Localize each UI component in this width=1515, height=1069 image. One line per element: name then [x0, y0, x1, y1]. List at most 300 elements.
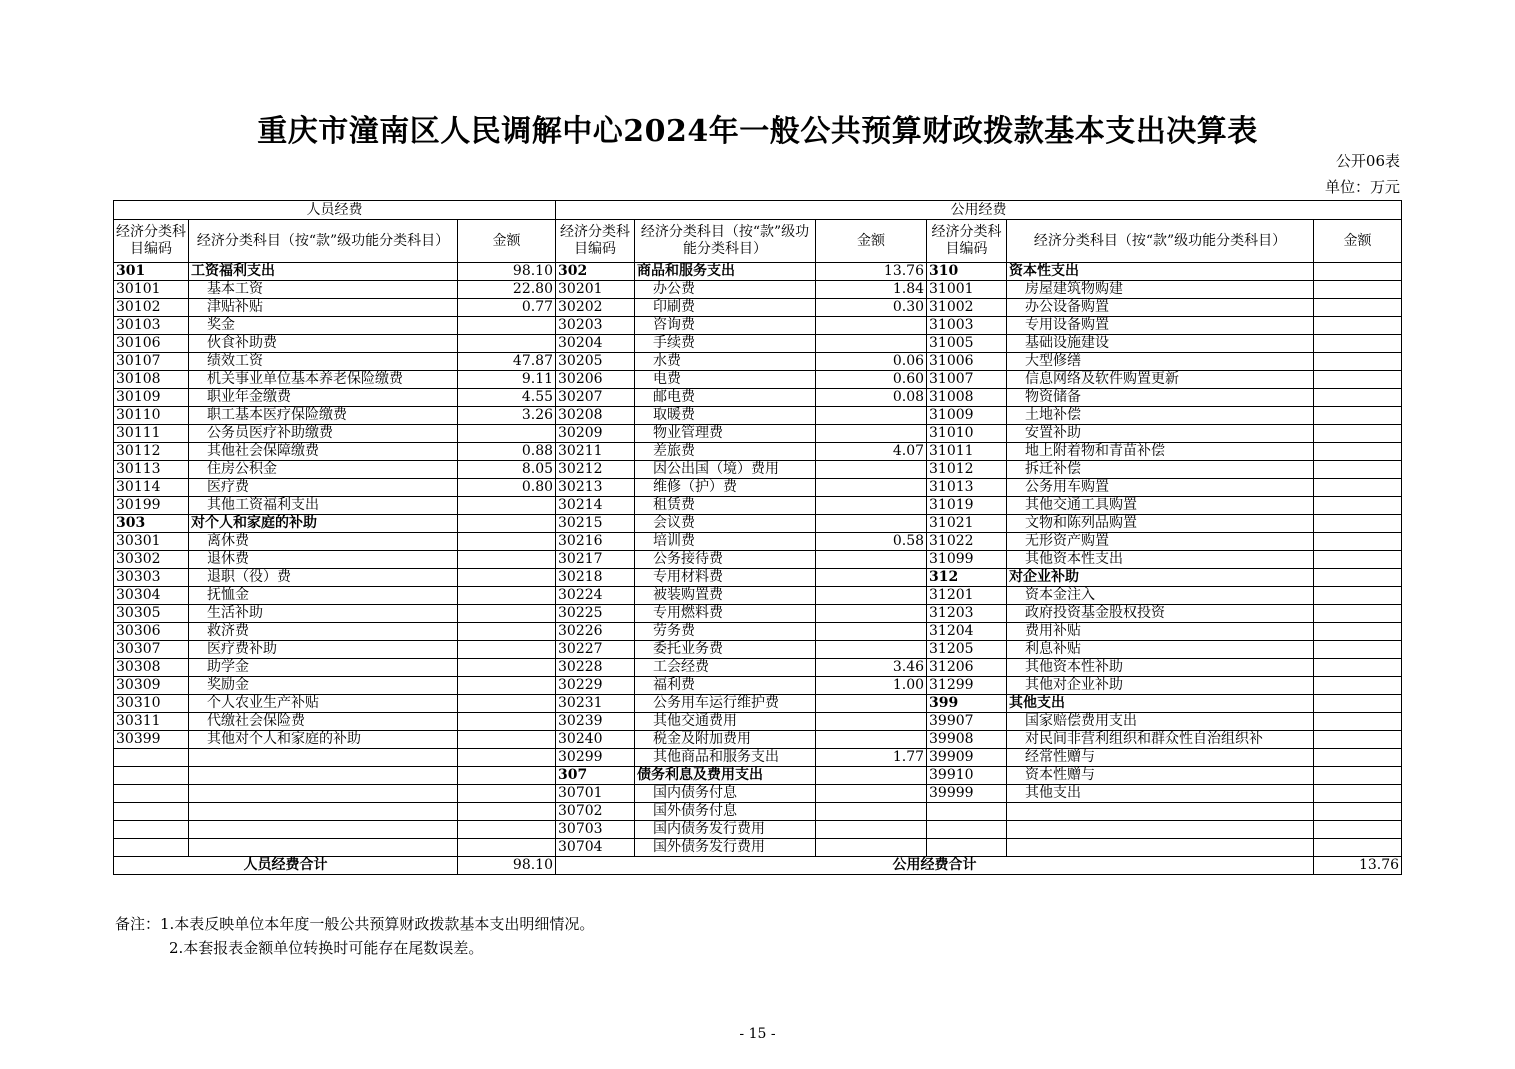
expenditure-table — [113, 200, 1402, 875]
item-amount: 0.30 — [816, 299, 927, 317]
public-total-label: 公用经费合计 — [556, 857, 1314, 875]
section-personnel: 人员经费 — [114, 201, 556, 220]
item-amount: 0.88 — [458, 443, 556, 461]
item-name: 奖金 — [189, 317, 458, 335]
item-amount — [1314, 569, 1402, 587]
item-name: 公务用车运行维护费 — [635, 695, 816, 713]
item-name: 公务接待费 — [635, 551, 816, 569]
item-name: 公务用车购置 — [1007, 479, 1314, 497]
item-code: 31002 — [927, 299, 1007, 317]
note-2: 2.本套报表金额单位转换时可能存在尾数误差。 — [169, 939, 484, 957]
item-amount — [816, 479, 927, 497]
item-amount — [458, 749, 556, 767]
table-row — [114, 659, 1402, 677]
item-code: 31019 — [927, 497, 1007, 515]
item-code: 30107 — [114, 353, 189, 371]
item-name: 租赁费 — [635, 497, 816, 515]
item-amount — [816, 695, 927, 713]
item-amount — [816, 551, 927, 569]
item-amount — [816, 623, 927, 641]
item-code: 30217 — [556, 551, 635, 569]
item-name: 救济费 — [189, 623, 458, 641]
item-amount — [1314, 425, 1402, 443]
item-name: 医疗费 — [189, 479, 458, 497]
section-public: 公用经费 — [556, 201, 1402, 220]
table-row — [114, 587, 1402, 605]
item-code: 30209 — [556, 425, 635, 443]
item-amount: 1.00 — [816, 677, 927, 695]
item-amount — [458, 803, 556, 821]
item-code: 30226 — [556, 623, 635, 641]
item-amount — [1314, 803, 1402, 821]
item-code: 30113 — [114, 461, 189, 479]
item-amount — [458, 497, 556, 515]
item-name: 经常性赠与 — [1007, 749, 1314, 767]
item-code: 301 — [114, 263, 189, 281]
item-amount — [1314, 263, 1402, 281]
item-amount: 4.07 — [816, 443, 927, 461]
table-row — [114, 461, 1402, 479]
item-code: 31012 — [927, 461, 1007, 479]
item-amount — [1314, 353, 1402, 371]
item-amount: 4.55 — [458, 389, 556, 407]
item-name: 其他交通工具购置 — [1007, 497, 1314, 515]
table-row — [114, 353, 1402, 371]
item-name: 国家赔偿费用支出 — [1007, 713, 1314, 731]
item-name: 其他交通费用 — [635, 713, 816, 731]
item-code: 399 — [927, 695, 1007, 713]
item-name: 对个人和家庭的补助 — [189, 515, 458, 533]
section-header-row — [114, 201, 1402, 220]
item-amount: 13.76 — [816, 263, 927, 281]
item-name: 资本金注入 — [1007, 587, 1314, 605]
item-code: 30208 — [556, 407, 635, 425]
table-row — [114, 371, 1402, 389]
item-code: 30215 — [556, 515, 635, 533]
item-code: 30229 — [556, 677, 635, 695]
item-name: 因公出国（境）费用 — [635, 461, 816, 479]
item-name: 其他支出 — [1007, 785, 1314, 803]
item-code: 31206 — [927, 659, 1007, 677]
item-code: 30203 — [556, 317, 635, 335]
item-code: 30225 — [556, 605, 635, 623]
item-code: 31009 — [927, 407, 1007, 425]
item-amount — [458, 731, 556, 749]
item-amount — [1314, 389, 1402, 407]
header-name: 经济分类科目（按“款”级功能分类科目） — [635, 220, 816, 263]
item-amount — [1314, 317, 1402, 335]
item-amount — [1314, 371, 1402, 389]
item-code: 31022 — [927, 533, 1007, 551]
item-amount — [1314, 659, 1402, 677]
item-amount — [1314, 605, 1402, 623]
item-amount — [1314, 749, 1402, 767]
notes — [115, 912, 594, 960]
table-row — [114, 839, 1402, 857]
totals-row — [114, 857, 1402, 875]
page-title: 重庆市潼南区人民调解中心2024年一般公共预算财政拨款基本支出决算表 — [257, 114, 1258, 149]
item-code: 30101 — [114, 281, 189, 299]
item-code: 30704 — [556, 839, 635, 857]
item-code: 30310 — [114, 695, 189, 713]
item-amount — [1314, 839, 1402, 857]
table-row — [114, 821, 1402, 839]
item-name: 政府投资基金股权投资 — [1007, 605, 1314, 623]
item-name: 会议费 — [635, 515, 816, 533]
item-name: 退职（役）费 — [189, 569, 458, 587]
item-code: 30204 — [556, 335, 635, 353]
item-amount — [458, 767, 556, 785]
item-amount — [458, 335, 556, 353]
item-code: 30228 — [556, 659, 635, 677]
item-name: 劳务费 — [635, 623, 816, 641]
item-code: 30211 — [556, 443, 635, 461]
item-code: 30114 — [114, 479, 189, 497]
item-amount: 47.87 — [458, 353, 556, 371]
item-amount — [458, 641, 556, 659]
item-amount — [1314, 443, 1402, 461]
table-row — [114, 767, 1402, 785]
column-header-row — [114, 220, 1402, 263]
item-name: 债务利息及费用支出 — [635, 767, 816, 785]
item-code: 30103 — [114, 317, 189, 335]
item-amount — [816, 713, 927, 731]
item-code: 30309 — [114, 677, 189, 695]
table-row — [114, 515, 1402, 533]
item-amount — [816, 515, 927, 533]
item-amount — [816, 497, 927, 515]
item-name: 基础设施建设 — [1007, 335, 1314, 353]
table-row — [114, 551, 1402, 569]
item-code: 30216 — [556, 533, 635, 551]
item-name — [189, 803, 458, 821]
item-code: 30214 — [556, 497, 635, 515]
table-row — [114, 749, 1402, 767]
item-name: 专用材料费 — [635, 569, 816, 587]
item-name: 抚恤金 — [189, 587, 458, 605]
item-amount — [458, 425, 556, 443]
item-name: 助学金 — [189, 659, 458, 677]
item-amount — [458, 785, 556, 803]
item-code: 30102 — [114, 299, 189, 317]
table-row — [114, 263, 1402, 281]
item-code: 30212 — [556, 461, 635, 479]
item-name — [189, 839, 458, 857]
item-name: 绩效工资 — [189, 353, 458, 371]
item-code: 31001 — [927, 281, 1007, 299]
item-amount — [816, 605, 927, 623]
item-name: 文物和陈列品购置 — [1007, 515, 1314, 533]
item-amount — [816, 821, 927, 839]
item-name: 其他对企业补助 — [1007, 677, 1314, 695]
header-amount: 金额 — [816, 220, 927, 263]
item-name: 大型修缮 — [1007, 353, 1314, 371]
item-amount — [816, 407, 927, 425]
item-name: 无形资产购置 — [1007, 533, 1314, 551]
item-amount — [1314, 515, 1402, 533]
item-code: 30111 — [114, 425, 189, 443]
item-code: 312 — [927, 569, 1007, 587]
item-code: 30240 — [556, 731, 635, 749]
item-code: 39909 — [927, 749, 1007, 767]
item-name: 个人农业生产补贴 — [189, 695, 458, 713]
item-amount — [1314, 785, 1402, 803]
item-amount — [458, 533, 556, 551]
item-amount — [1314, 407, 1402, 425]
item-name: 其他对个人和家庭的补助 — [189, 731, 458, 749]
item-name: 代缴社会保险费 — [189, 713, 458, 731]
unit-label: 单位：万元 — [1324, 178, 1400, 196]
item-name — [189, 767, 458, 785]
table-row — [114, 623, 1402, 641]
item-amount: 0.08 — [816, 389, 927, 407]
item-name: 电费 — [635, 371, 816, 389]
header-code: 经济分类科目编码 — [927, 220, 1007, 263]
table-row — [114, 335, 1402, 353]
item-amount — [1314, 677, 1402, 695]
item-code: 30239 — [556, 713, 635, 731]
item-code — [114, 767, 189, 785]
item-name — [189, 749, 458, 767]
item-name: 对企业补助 — [1007, 569, 1314, 587]
item-code — [114, 821, 189, 839]
table-row — [114, 713, 1402, 731]
item-name: 物资储备 — [1007, 389, 1314, 407]
item-amount — [458, 551, 556, 569]
item-code: 39910 — [927, 767, 1007, 785]
item-name: 其他工资福利支出 — [189, 497, 458, 515]
item-name: 住房公积金 — [189, 461, 458, 479]
header-code: 经济分类科目编码 — [114, 220, 189, 263]
item-amount — [1314, 623, 1402, 641]
table-row — [114, 569, 1402, 587]
item-name: 利息补贴 — [1007, 641, 1314, 659]
item-amount — [458, 713, 556, 731]
item-code: 30109 — [114, 389, 189, 407]
item-code: 307 — [556, 767, 635, 785]
item-amount — [816, 641, 927, 659]
item-code: 30207 — [556, 389, 635, 407]
item-amount — [1314, 587, 1402, 605]
item-name: 其他资本性补助 — [1007, 659, 1314, 677]
item-amount — [816, 335, 927, 353]
header-name: 经济分类科目（按“款”级功能分类科目） — [1007, 220, 1314, 263]
item-amount — [1314, 479, 1402, 497]
item-amount — [1314, 335, 1402, 353]
personnel-total-label: 人员经费合计 — [114, 857, 458, 875]
item-name: 办公费 — [635, 281, 816, 299]
item-name: 地上附着物和青苗补偿 — [1007, 443, 1314, 461]
item-amount — [816, 569, 927, 587]
item-code: 30112 — [114, 443, 189, 461]
item-amount — [1314, 695, 1402, 713]
item-amount — [458, 317, 556, 335]
header-name: 经济分类科目（按“款”级功能分类科目） — [189, 220, 458, 263]
item-amount — [1314, 731, 1402, 749]
item-code: 30301 — [114, 533, 189, 551]
item-amount — [816, 317, 927, 335]
item-code: 30201 — [556, 281, 635, 299]
item-amount — [458, 659, 556, 677]
table-row — [114, 299, 1402, 317]
item-name: 邮电费 — [635, 389, 816, 407]
item-code: 30702 — [556, 803, 635, 821]
item-name: 水费 — [635, 353, 816, 371]
header-amount: 金额 — [1314, 220, 1402, 263]
item-name: 其他社会保障缴费 — [189, 443, 458, 461]
item-amount — [458, 821, 556, 839]
item-code: 30224 — [556, 587, 635, 605]
item-code: 30199 — [114, 497, 189, 515]
item-name: 奖励金 — [189, 677, 458, 695]
item-amount — [458, 623, 556, 641]
item-name: 信息网络及软件购置更新 — [1007, 371, 1314, 389]
item-name: 资本性赠与 — [1007, 767, 1314, 785]
table-row — [114, 677, 1402, 695]
item-code: 31003 — [927, 317, 1007, 335]
item-code: 310 — [927, 263, 1007, 281]
item-name — [189, 821, 458, 839]
item-code: 303 — [114, 515, 189, 533]
item-name: 专用设备购置 — [1007, 317, 1314, 335]
item-name: 咨询费 — [635, 317, 816, 335]
item-code — [927, 839, 1007, 857]
header-amount: 金额 — [458, 220, 556, 263]
item-name: 伙食补助费 — [189, 335, 458, 353]
item-amount — [816, 839, 927, 857]
item-amount — [1314, 821, 1402, 839]
item-code — [927, 821, 1007, 839]
table-row — [114, 533, 1402, 551]
item-code: 30703 — [556, 821, 635, 839]
item-name: 对民间非营利组织和群众性自治组织补 — [1007, 731, 1314, 749]
item-amount — [458, 695, 556, 713]
item-code: 30231 — [556, 695, 635, 713]
item-name: 物业管理费 — [635, 425, 816, 443]
item-code: 30227 — [556, 641, 635, 659]
item-code: 30399 — [114, 731, 189, 749]
table-row — [114, 497, 1402, 515]
item-amount — [458, 569, 556, 587]
item-name: 取暖费 — [635, 407, 816, 425]
item-amount: 0.58 — [816, 533, 927, 551]
item-amount — [1314, 641, 1402, 659]
item-name: 维修（护）费 — [635, 479, 816, 497]
item-code — [114, 749, 189, 767]
item-code: 31205 — [927, 641, 1007, 659]
item-amount — [816, 587, 927, 605]
item-name: 职业年金缴费 — [189, 389, 458, 407]
item-code: 31013 — [927, 479, 1007, 497]
table-row — [114, 317, 1402, 335]
item-code: 39908 — [927, 731, 1007, 749]
item-name: 资本性支出 — [1007, 263, 1314, 281]
item-amount: 22.80 — [458, 281, 556, 299]
item-name: 商品和服务支出 — [635, 263, 816, 281]
item-code — [114, 803, 189, 821]
item-name: 培训费 — [635, 533, 816, 551]
item-amount: 3.26 — [458, 407, 556, 425]
item-name: 税金及附加费用 — [635, 731, 816, 749]
item-amount: 98.10 — [458, 263, 556, 281]
item-code: 30202 — [556, 299, 635, 317]
table-row — [114, 425, 1402, 443]
item-code: 30305 — [114, 605, 189, 623]
item-amount — [816, 785, 927, 803]
item-amount — [1314, 767, 1402, 785]
item-code: 30108 — [114, 371, 189, 389]
item-code: 39907 — [927, 713, 1007, 731]
item-code — [114, 785, 189, 803]
item-name: 印刷费 — [635, 299, 816, 317]
item-name: 其他资本性支出 — [1007, 551, 1314, 569]
item-code: 31299 — [927, 677, 1007, 695]
item-amount — [1314, 299, 1402, 317]
item-amount — [458, 839, 556, 857]
item-name: 委托业务费 — [635, 641, 816, 659]
item-name: 医疗费补助 — [189, 641, 458, 659]
item-name: 差旅费 — [635, 443, 816, 461]
item-name — [1007, 821, 1314, 839]
item-code: 30213 — [556, 479, 635, 497]
item-amount: 0.77 — [458, 299, 556, 317]
item-name: 国外债务付息 — [635, 803, 816, 821]
item-amount: 1.77 — [816, 749, 927, 767]
item-amount — [1314, 281, 1402, 299]
item-code: 30308 — [114, 659, 189, 677]
item-amount: 1.84 — [816, 281, 927, 299]
item-name: 手续费 — [635, 335, 816, 353]
item-amount: 0.06 — [816, 353, 927, 371]
item-name: 退休费 — [189, 551, 458, 569]
item-code: 31099 — [927, 551, 1007, 569]
item-name — [1007, 803, 1314, 821]
item-name: 机关事业单位基本养老保险缴费 — [189, 371, 458, 389]
table-row — [114, 281, 1402, 299]
item-code: 31010 — [927, 425, 1007, 443]
item-amount — [1314, 497, 1402, 515]
item-code: 30306 — [114, 623, 189, 641]
table-row — [114, 785, 1402, 803]
table-row — [114, 641, 1402, 659]
item-name: 其他支出 — [1007, 695, 1314, 713]
item-name: 工会经费 — [635, 659, 816, 677]
item-code — [927, 803, 1007, 821]
item-code: 30299 — [556, 749, 635, 767]
item-code: 30206 — [556, 371, 635, 389]
item-code: 31011 — [927, 443, 1007, 461]
item-amount: 9.11 — [458, 371, 556, 389]
item-amount: 3.46 — [816, 659, 927, 677]
item-amount: 0.60 — [816, 371, 927, 389]
item-amount — [1314, 551, 1402, 569]
table-row — [114, 605, 1402, 623]
item-name: 生活补助 — [189, 605, 458, 623]
item-name: 安置补助 — [1007, 425, 1314, 443]
item-amount — [458, 605, 556, 623]
item-amount — [1314, 713, 1402, 731]
item-name: 拆迁补偿 — [1007, 461, 1314, 479]
item-name: 国外债务发行费用 — [635, 839, 816, 857]
item-name: 办公设备购置 — [1007, 299, 1314, 317]
table-row — [114, 731, 1402, 749]
item-name: 土地补偿 — [1007, 407, 1314, 425]
item-code: 30110 — [114, 407, 189, 425]
table-row — [114, 803, 1402, 821]
item-amount — [816, 425, 927, 443]
item-name: 公务员医疗补助缴费 — [189, 425, 458, 443]
item-code: 31201 — [927, 587, 1007, 605]
